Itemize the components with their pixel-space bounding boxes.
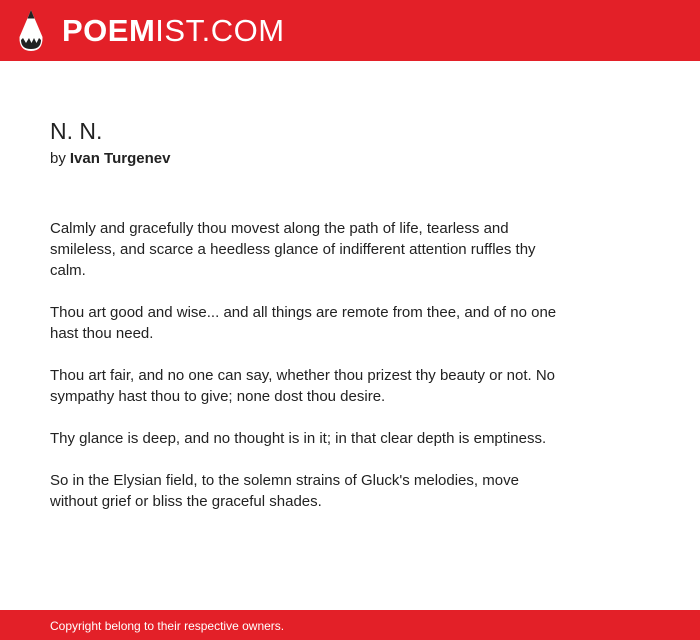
poem-stanza: Thou art fair, and no one can say, whether thou prizest thy beauty or not. No sympathy hast thou to give; none dost thou desire. [50, 367, 556, 405]
poem-stanza: Calmly and gracefully thou movest along the path of life, tearless and smileless, and scarce a heedless glance of indifferent attention ruffles thy calm. [50, 220, 536, 279]
site-footer [0, 610, 700, 640]
logo-text-light: IST.COM [155, 13, 285, 48]
copyright-text: Copyright belong to their respective owners. [50, 619, 285, 633]
poem-stanza: Thou art good and wise... and all things are remote from thee, and of no one hast thou need. [50, 304, 557, 342]
pencil-icon [18, 9, 44, 52]
author-link[interactable]: Ivan Turgenev [69, 150, 171, 167]
poem-stanza: So in the Elysian field, to the solemn strains of Gluck's melodies, move without grief or bliss the graceful shades. [50, 472, 519, 510]
logo-text-bold: POEM [62, 13, 156, 48]
site-header [0, 0, 700, 61]
site-logo-link[interactable] [18, 9, 285, 52]
poem-title: N. N. [50, 118, 103, 144]
poem-stanza: Thy glance is deep, and no thought is in it; in that clear depth is emptiness. [50, 430, 547, 447]
poem-content [50, 116, 560, 533]
byline-label: by [50, 150, 66, 167]
poem-body [50, 218, 560, 512]
logo-text [62, 9, 285, 52]
poem-byline [50, 148, 560, 170]
